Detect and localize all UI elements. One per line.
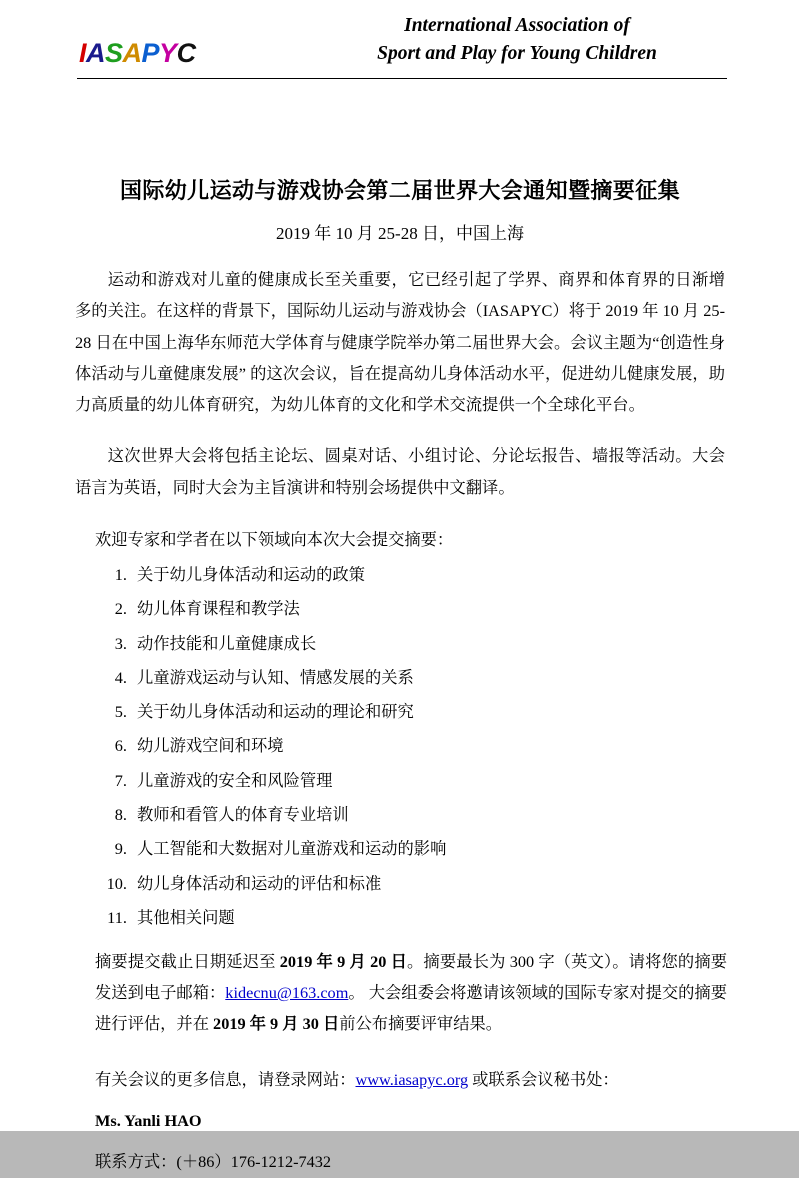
- list-item: 7. 儿童游戏的安全和风险管理: [131, 770, 727, 793]
- list-item: 4. 儿童游戏运动与认知、情感发展的关系: [131, 667, 727, 690]
- list-item: 11. 其他相关问题: [131, 907, 727, 930]
- page-title: 国际幼儿运动与游戏协会第二届世界大会通知暨摘要征集: [119, 178, 680, 203]
- contact-phone: 联系方式：(＋86）176-1212-7432: [95, 1152, 332, 1172]
- website-text-1: 有关会议的更多信息，请登录网站：: [95, 1069, 356, 1089]
- logo-letter-s: S: [105, 38, 123, 68]
- topics-list: [73, 564, 727, 930]
- paragraph-deadline: [73, 946, 727, 1040]
- org-title-line1: International Association of: [404, 15, 630, 36]
- list-item: 3. 动作技能和儿童健康成长: [131, 633, 727, 656]
- list-item: 10. 幼儿身体活动和运动的评估和标准: [131, 873, 727, 896]
- logo-letter-y: Y: [159, 38, 177, 68]
- website-text-2: 或联系会议秘书处：: [468, 1069, 619, 1089]
- contact-name: Ms. Yanli HAO: [95, 1110, 202, 1130]
- list-item: 9. 人工智能和大数据对儿童游戏和运动的影响: [131, 838, 727, 861]
- deadline-date-result: 2019 年 9 月 30 日: [213, 1014, 340, 1034]
- page-subtitle: 2019 年 10 月 25-28 日，中国上海: [276, 224, 524, 243]
- paragraph-format: 这次世界大会将包括主论坛、圆桌对话、小组讨论、分论坛报告、墙报等活动。大会语言为英语，同时大会为主旨演讲和特别会场提供中文翻译。: [75, 446, 725, 497]
- list-item: 6. 幼儿游戏空间和环境: [131, 735, 727, 758]
- deadline-text-4: 前公布摘要评审结果。: [339, 1014, 503, 1034]
- logo-letter-a2: A: [122, 38, 142, 68]
- document-header: [73, 0, 727, 124]
- iasapyc-logo: [79, 40, 196, 67]
- logo-letter-a1: A: [86, 38, 106, 68]
- paragraph-overview: 运动和游戏对儿童的健康成长至关重要，它已经引起了学界、商界和体育界的日渐增多的关注。在这样的背景下，国际幼儿运动与游戏协会（IASAPYC）将于 2019 年 10 月 25-28 日在中国上海华东师范大学体育与健康学院举办第二届世界大会。会议主题为“创造性身体活动与儿童健康发展” 的这次会议，旨在提高幼儿身体活动水平，促进幼儿健康发展，助力高质量的幼儿体育研究，为幼儿体育的文化和学术交流提供一个全球化平台。: [75, 270, 725, 415]
- email-link[interactable]: kidecnu@163.com: [225, 983, 349, 1003]
- list-item: 2. 幼儿体育课程和教学法: [131, 598, 727, 621]
- deadline-text-2: 。摘要最长为 300 字（英文）。请将您的摘要发送到电子邮箱：: [95, 951, 728, 1003]
- website-link[interactable]: www.iasapyc.org: [355, 1069, 469, 1089]
- deadline-text-3: 。 大会组委会将邀请该领域的国际专家对提交的摘要进行评估，并在: [95, 983, 727, 1034]
- website-line: [95, 1064, 727, 1095]
- organization-title: [307, 12, 727, 67]
- list-item: 1. 关于幼儿身体活动和运动的政策: [131, 564, 727, 587]
- logo-letter-i: I: [79, 38, 87, 68]
- contact-block: [73, 1064, 727, 1178]
- header-divider: [77, 78, 727, 79]
- list-item: 5. 关于幼儿身体活动和运动的理论和研究: [131, 701, 727, 724]
- deadline-date-submission: 2019 年 9 月 20 日: [279, 951, 408, 971]
- logo-letter-c: C: [176, 38, 196, 68]
- logo-letter-p: P: [141, 38, 160, 68]
- deadline-text-1: 摘要提交截止日期延迟至: [95, 951, 280, 971]
- topics-intro: 欢迎专家和学者在以下领域向本次大会提交摘要：: [95, 529, 454, 549]
- list-item: 8. 教师和看管人的体育专业培训: [131, 804, 727, 827]
- org-title-line2: Sport and Play for Young Children: [377, 42, 657, 64]
